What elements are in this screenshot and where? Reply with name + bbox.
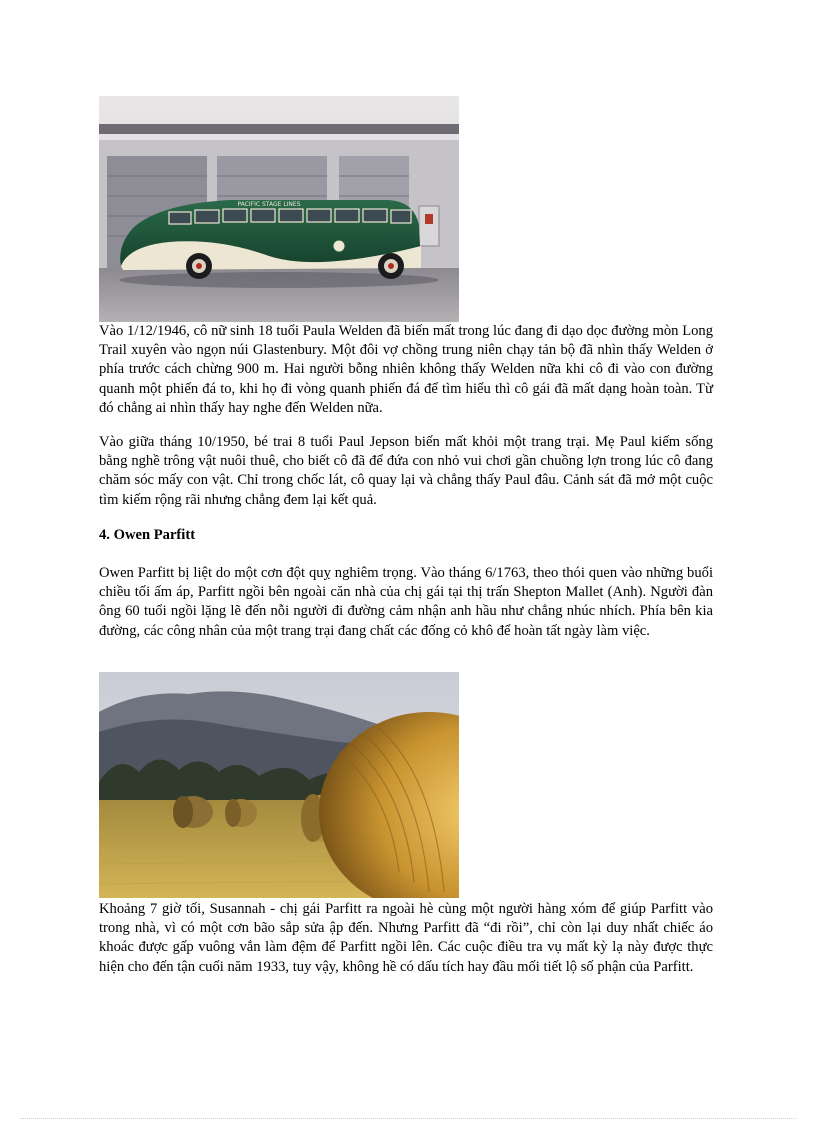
hay-field-illustration <box>99 672 459 898</box>
bus-illustration <box>99 96 459 322</box>
section-heading: 4. Owen Parfitt <box>99 527 196 543</box>
hay-bales-photo <box>99 672 459 898</box>
paragraph-parfitt-end: Khoảng 7 giờ tối, Susannah - chị gái Parfitt ra ngoài hè cùng một người hàng xóm để giúp Parfitt vào trong nhà, vì có một cơn bão sắp sửa ập đến. Nhưng Parfitt đã “đi rồi”, chỉ còn lại duy nhất chiếc áo khoác được gấp vuông vắn làm đệm để Parfitt ngồi lên. Các cuộc điều tra vụ mất kỳ lạ này được thực hiện cho đến tận cuối năm 1933, tuy vậy, không hề có dấu tích hay đầu mối tiết lộ số phận của Parfitt. <box>99 901 713 975</box>
paragraph-welden: Vào 1/12/1946, cô nữ sinh 18 tuổi Paula Welden đã biến mất trong lúc đang đi dạo dọc đường mòn Long Trail xuyên vào ngọn núi Glastenbury. Một đôi vợ chồng trung niên chạy tản bộ đã nhìn thấy Welden ở phía trước cách chừng 900 m. Hai người bỗng nhiên không thấy Welden nữa khi cô đi vào con đường quanh một phiến đá to, khi họ đi vòng quanh phiến đá để tìm hiểu thì cô gái đã mất dạng hoàn toàn. Từ đó chẳng ai nhìn thấy hay nghe đến Welden nữa. <box>99 323 713 416</box>
paragraph-jepson: Vào giữa tháng 10/1950, bé trai 8 tuổi Paul Jepson biến mất khỏi một trang trại. Mẹ Paul kiếm sống bằng nghề trông vật nuôi thuê, cho biết cô đã để đứa con nhỏ vui chơi gần chuồng lợn trong lúc cô đang chăm sóc mấy con vật. Chỉ trong chốc lát, cô quay lại và chẳng thấy Paul đâu. Cảnh sát đã mở một cuộc tìm kiếm rộng rãi nhưng chẳng đem lại kết quả. <box>99 434 713 508</box>
bus-lettering: PACIFIC STAGE LINES <box>237 201 301 208</box>
page-bottom-rule <box>20 1118 796 1119</box>
paragraph-parfitt-intro: Owen Parfitt bị liệt do một cơn đột quỵ nghiêm trọng. Vào tháng 6/1763, theo thói quen vào những buổi chiều tối ấm áp, Parfitt ngồi bên ngoài căn nhà của chị gái tại thị trấn Shepton Mallet (Anh). Người đàn ông 60 tuổi ngồi lặng lẽ đến nỗi người đi đường cảm nhận anh hầu như chẳng nhúc nhích. Phía bên kia đường, các công nhân của một trang trại đang chất các đống cỏ khô để hoàn tất ngày làm việc. <box>99 565 713 639</box>
bus-photo <box>99 96 459 322</box>
